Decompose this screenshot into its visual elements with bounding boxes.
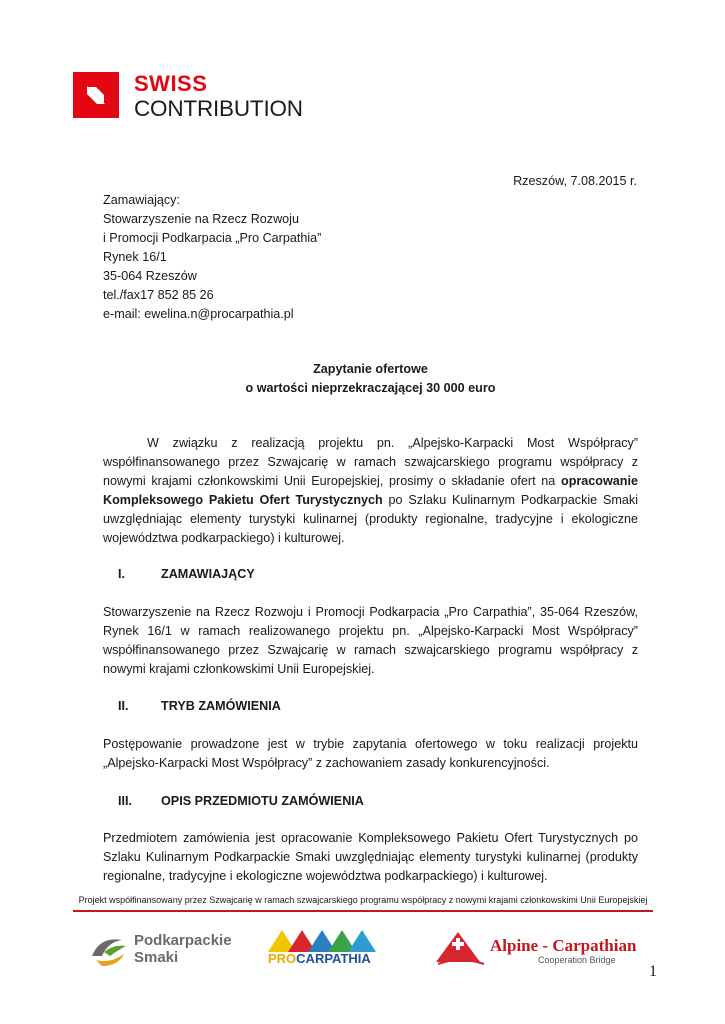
title-line-1: Zapytanie ofertowe: [313, 362, 428, 376]
email-line: e-mail: ewelina.n@procarpathia.pl: [103, 307, 294, 321]
address-line: 35-064 Rzeszów: [103, 269, 197, 283]
procarpathia-logo: [268, 928, 380, 968]
address-line: Rynek 16/1: [103, 250, 167, 264]
address-line: Zamawiający:: [103, 193, 180, 207]
section-2-paragraph: Postępowanie prowadzone jest w trybie zapytania ofertowego w toku realizacji projektu „Alpejsko-Karpacki Most Współpracy” z zachowaniem zasady konkurencyjności.: [103, 737, 638, 770]
section-heading-3: [103, 792, 638, 811]
alpine-carpathian-subtitle: Cooperation Bridge: [538, 955, 616, 965]
document-date: Rzeszów, 7.08.2015 r.: [513, 174, 637, 188]
podkarpackie-line-2: Smaki: [134, 949, 179, 966]
section-number: III.: [118, 794, 132, 808]
intro-text-bold: opracowanie Kompleksowego Pakietu Ofert Turystycznych: [103, 474, 638, 507]
logo-text-contribution: CONTRIBUTION: [134, 96, 303, 121]
page-number: 1: [649, 963, 657, 980]
address-line: i Promocji Podkarpacia „Pro Carpathia”: [103, 231, 322, 245]
section-3-paragraph: Przedmiotem zamówienia jest opracowanie Kompleksowego Pakietu Ofert Turystycznych po Szlaku Kulinarnym Podkarpackie Smaki uwzględniając elementy turystyki kulinarnej (produkty regionalne, tradycyjne i ekologiczne województwa podkarpackiego) i kulturowej.: [103, 831, 638, 883]
section-heading-2: [103, 697, 638, 716]
section-number: I.: [118, 567, 125, 581]
alpine-carpathian-title: Alpine - Carpathian: [490, 936, 637, 955]
footer-divider: [73, 910, 653, 912]
swiss-contribution-logo-mark: [73, 72, 119, 118]
intro-text-1: W związku z realizacją projektu pn. „Alpejsko-Karpacki Most Współpracy” współfinansowanego przez Szwajcarię w ramach szwajcarskiego programu współpracy z nowymi krajami członkowskimi Unii Europejskiej, prosimy o składanie ofert na: [103, 436, 638, 488]
title-line-2: o wartości nieprzekraczającej 30 000 euro: [245, 381, 496, 395]
intro-paragraph: [103, 434, 638, 548]
procarpathia-wordmark: [268, 952, 371, 966]
alpine-carpathian-cross-icon: [434, 928, 486, 968]
logo-text-swiss: SWISS: [134, 71, 208, 96]
alpine-carpathian-logo: [434, 928, 644, 972]
contracting-party-block: [103, 191, 321, 324]
procarpathia-mountains-icon: [268, 928, 380, 952]
address-line: Stowarzyszenie na Rzecz Rozwoju: [103, 212, 299, 226]
section-number: II.: [118, 699, 129, 713]
document-title: [103, 360, 638, 398]
podkarpackie-smaki-logo: [88, 928, 238, 972]
footer-cofinancing-note: Projekt współfinansowany przez Szwajcarię w ramach szwajcarskiego programu współpracy z nowymi krajami członkowskimi Unii Europejskiej: [78, 895, 648, 905]
intro-text-2: po Szlaku Kulinarnym Podkarpackie Smaki uwzględniając elementy turystyki kulinarnej (produkty regionalne, tradycyjne i ekologiczne województwa podkarpackiego) i kulturowej.: [103, 493, 639, 545]
section-title: TRYB ZAMÓWIENIA: [161, 699, 281, 713]
section-title: OPIS PRZEDMIOTU ZAMÓWIENIA: [161, 794, 364, 808]
procarpathia-name: CARPATHIA: [296, 951, 371, 966]
podkarpackie-smaki-emblem-icon: [88, 930, 132, 970]
section-heading-1: [103, 565, 638, 584]
section-1-paragraph: Stowarzyszenie na Rzecz Rozwoju i Promocji Podkarpacia „Pro Carpathia”, 35-064 Rzeszów, Rynek 16/1 w ramach realizowanego projektu pn. „Alpejsko-Karpacki Most Współpracy” współfinansowanego przez Szwajcarię w ramach szwajcarskiego programu współpracy z nowymi krajami członkowskimi Unii Europejskiej.: [103, 605, 638, 676]
section-title: ZAMAWIAJĄCY: [161, 567, 255, 581]
address-line: tel./fax17 852 85 26: [103, 288, 214, 302]
procarpathia-pro: PRO: [268, 951, 297, 966]
podkarpackie-line-1: Podkarpackie: [134, 932, 232, 949]
